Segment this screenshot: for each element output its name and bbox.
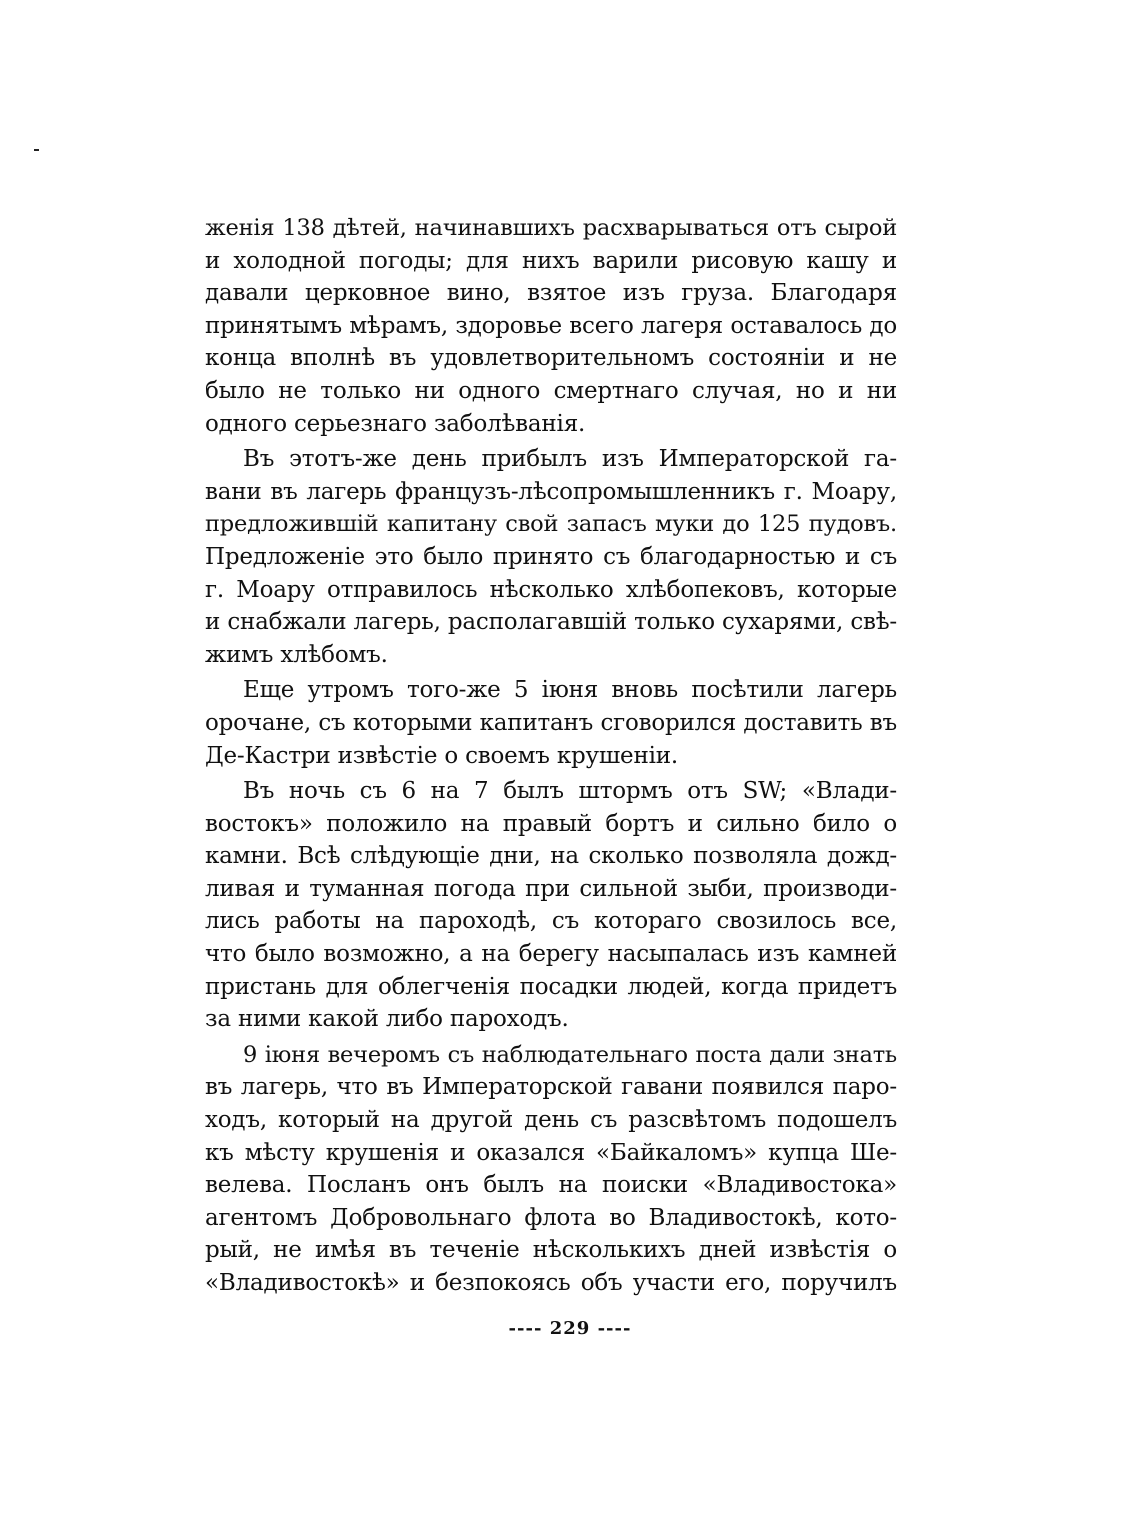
text-line: лись работы на пароходѣ, съ котораго свозилось все, — [205, 908, 897, 935]
paragraph-1 — [205, 212, 897, 440]
text-line: агентомъ Добровольнаго флота во Владивостокѣ, кото- — [205, 1204, 897, 1231]
folio-dash-right: ---- — [597, 1318, 632, 1339]
text-line: рый, не имѣя въ теченіе нѣсколькихъ дней извѣстія о — [205, 1237, 897, 1264]
text-line: г. Моару отправилось нѣсколько хлѣбопековъ, которые — [205, 576, 897, 603]
text-line: 9 іюня вечеромъ съ наблюдательнаго поста дали знать — [243, 1041, 897, 1068]
text-line: Еще утромъ того-же 5 іюня вновь посѣтили лагерь — [243, 677, 897, 704]
text-line: Предложеніе это было принято съ благодарностью и съ — [205, 543, 897, 570]
paragraph-5 — [205, 1039, 897, 1300]
paragraph-3 — [205, 674, 897, 772]
text-line: велева. Посланъ онъ былъ на поиски «Владивостока» — [205, 1172, 897, 1199]
text-line: Въ ночь съ 6 на 7 былъ штормъ отъ SW; «Влади- — [243, 778, 897, 805]
body-text — [205, 212, 897, 1303]
text-line: вани въ лагерь французъ-лѣсопромышленникъ г. Моару, — [205, 478, 897, 505]
page-number-footer — [0, 1318, 1140, 1339]
text-line: и холодной погоды; для нихъ варили рисовую кашу и — [205, 247, 897, 274]
text-line: Въ этотъ-же день прибылъ изъ Императорской га- — [243, 446, 897, 473]
text-line: женія 138 дѣтей, начинавшихъ расхварываться отъ сырой — [205, 215, 897, 241]
text-line: принятымъ мѣрамъ, здоровье всего лагеря оставалось до — [205, 312, 897, 339]
text-line: востокъ» положило на правый бортъ и сильно било о — [205, 810, 897, 837]
paragraph-4 — [205, 775, 897, 1036]
text-line: въ лагерь, что въ Императорской гавани появился паро- — [205, 1074, 897, 1101]
text-line: къ мѣсту крушенія и оказался «Байкаломъ» купца Ше- — [205, 1139, 897, 1166]
text-line: было не только ни одного смертнаго случая, но и ни — [205, 377, 897, 404]
text-line: орочане, съ которыми капитанъ сговорился доставить въ — [205, 709, 897, 736]
text-line: жимъ хлѣбомъ. — [205, 641, 388, 668]
text-line: предложившій капитану свой запасъ муки до 125 пудовъ. — [205, 511, 897, 538]
text-line: Де-Кастри извѣстіе о своемъ крушеніи. — [205, 742, 678, 769]
text-line: камни. Всѣ слѣдующіе дни, на сколько позволяла дожд- — [205, 843, 897, 870]
print-speck — [34, 149, 39, 151]
text-line: за ними какой либо пароходъ. — [205, 1006, 569, 1033]
text-line: пристань для облегченія посадки людей, когда придетъ — [205, 973, 897, 1000]
text-line: одного серьезнаго заболѣванія. — [205, 410, 586, 437]
text-line: что было возможно, а на берегу насыпалась изъ камней — [205, 941, 897, 968]
text-line: «Владивостокѣ» и безпокоясь объ участи его, поручилъ — [205, 1270, 897, 1296]
text-line: ливая и туманная погода при сильной зыби, производи- — [205, 875, 897, 902]
paragraph-2 — [205, 443, 897, 671]
text-line: конца вполнѣ въ удовлетворительномъ состояніи и не — [205, 345, 897, 372]
text-line: и снабжали лагерь, располагавшій только сухарями, свѣ- — [205, 609, 897, 636]
folio-dash-left: ---- — [508, 1318, 543, 1339]
page-number: 229 — [549, 1318, 591, 1339]
text-line: давали церковное вино, взятое изъ груза. Благодаря — [205, 280, 897, 307]
text-line: ходъ, который на другой день съ разсвѣтомъ подошелъ — [205, 1107, 897, 1134]
